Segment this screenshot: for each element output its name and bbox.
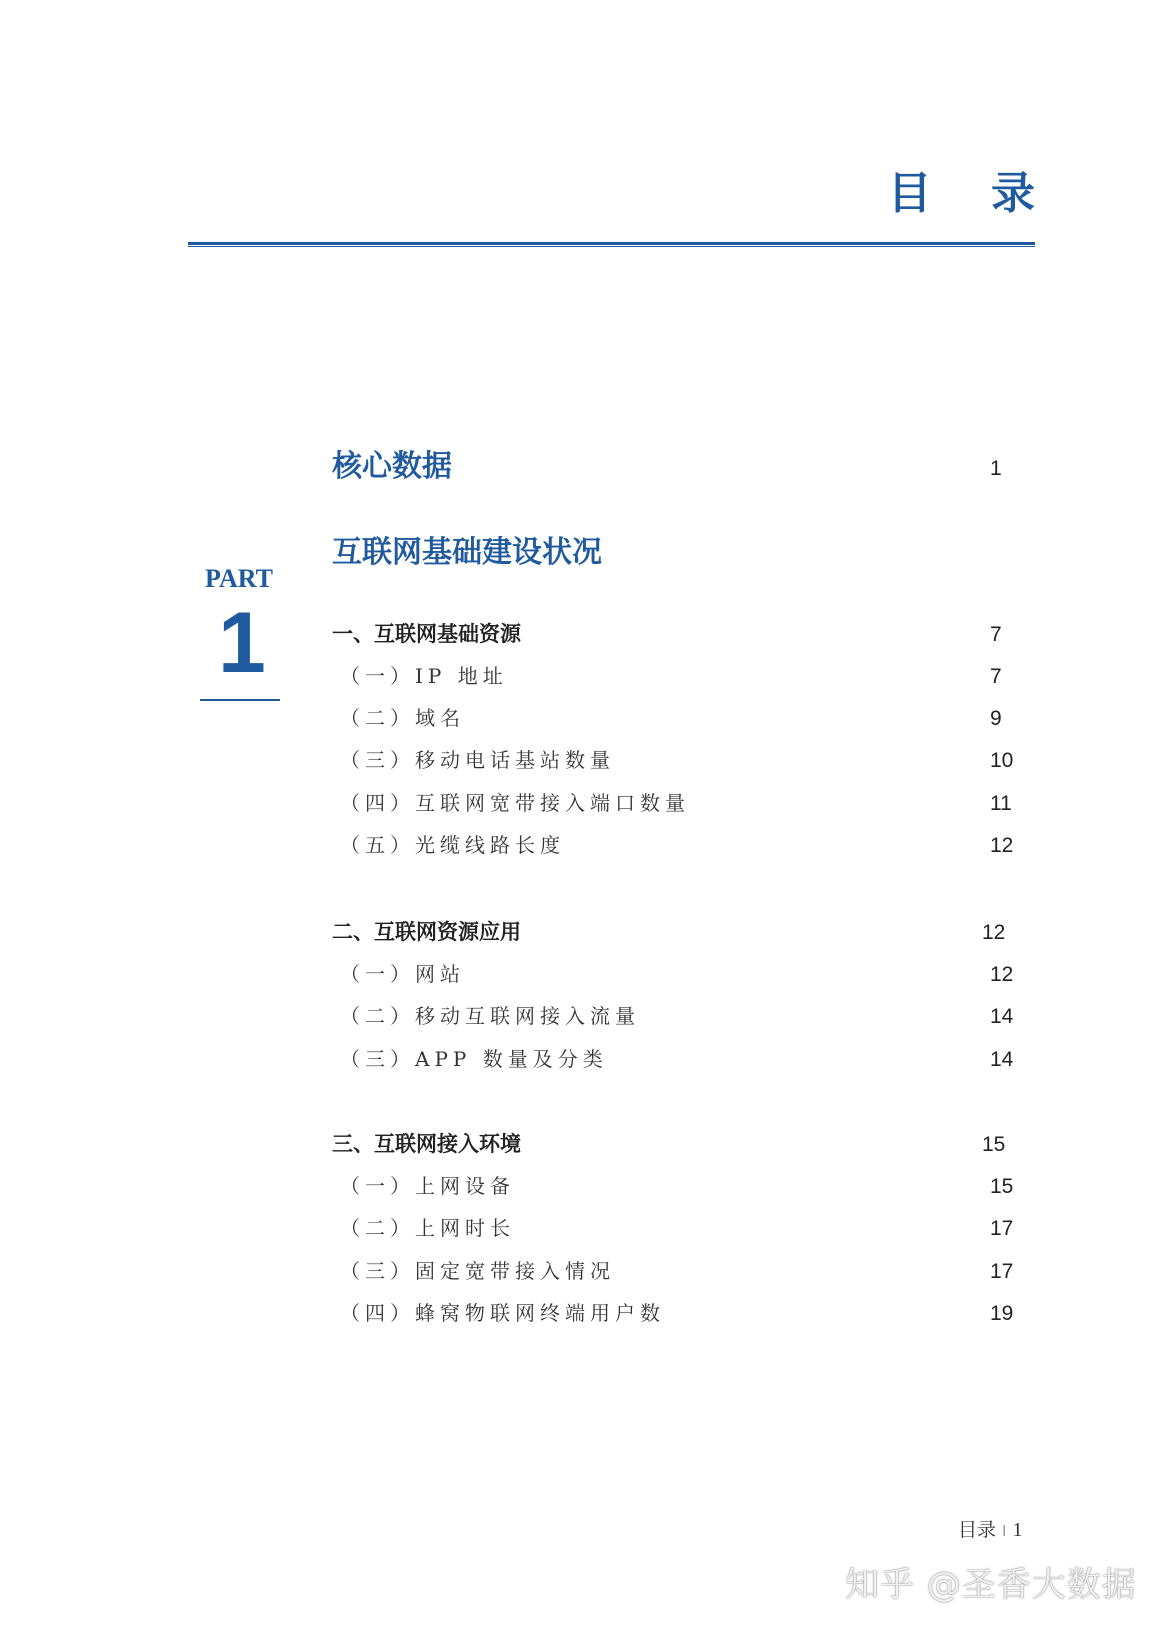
toc-section-page: 15: [982, 1133, 1006, 1156]
toc-item[interactable]: [340, 1176, 1020, 1196]
toc-item-page: 14: [990, 1048, 1014, 1071]
toc-item-label: （四）蜂窝物联网终端用户数: [340, 1301, 665, 1325]
toc-section-label: 二、互联网资源应用: [332, 920, 521, 944]
toc-item-page: 19: [990, 1302, 1014, 1325]
part-label: PART: [205, 564, 273, 593]
toc-section[interactable]: [332, 624, 1012, 645]
toc-item-label: （一）IP 地址: [340, 664, 508, 688]
toc-item[interactable]: [340, 835, 1020, 855]
toc-entry-label: 核心数据: [332, 449, 452, 484]
toc-item-label: （四）互联网宽带接入端口数量: [340, 791, 690, 815]
toc-item-label: （二）移动互联网接入流量: [340, 1004, 640, 1028]
footer-separator: I: [1002, 1522, 1007, 1540]
toc-item[interactable]: [340, 1006, 1020, 1026]
toc-item-page: 12: [990, 834, 1014, 857]
part-number: 1: [218, 595, 266, 691]
toc-item-label: （三）移动电话基站数量: [340, 748, 615, 772]
part-divider: [200, 699, 280, 701]
toc-item-label: （三）固定宽带接入情况: [340, 1259, 615, 1283]
page-footer: [958, 1520, 1022, 1540]
toc-item-label: （三）APP 数量及分类: [340, 1047, 608, 1071]
toc-item-label: （一）网站: [340, 962, 465, 986]
part-title: 互联网基础建设状况: [332, 535, 602, 570]
title-divider: [188, 242, 1035, 248]
toc-item-page: 12: [990, 963, 1014, 986]
toc-item-label: （二）上网时长: [340, 1216, 515, 1240]
toc-section-label: 一、互联网基础资源: [332, 622, 521, 646]
toc-item-page: 15: [990, 1175, 1014, 1198]
footer-page-number: 1: [1012, 1519, 1023, 1541]
toc-item[interactable]: [340, 666, 1020, 686]
toc-item-label: （一）上网设备: [340, 1174, 515, 1198]
footer-label: 目录: [958, 1519, 997, 1541]
toc-item[interactable]: [340, 1303, 1020, 1323]
toc-item-page: 14: [990, 1005, 1014, 1028]
toc-item-page: 11: [990, 792, 1012, 815]
toc-item-page: 10: [990, 749, 1014, 772]
toc-item[interactable]: [340, 1049, 1020, 1069]
toc-section[interactable]: [332, 922, 1012, 943]
toc-item[interactable]: [340, 1261, 1020, 1281]
toc-item[interactable]: [340, 964, 1020, 984]
toc-entry-core[interactable]: [332, 449, 1012, 484]
toc-item[interactable]: [340, 1218, 1020, 1238]
toc-item-page: 9: [990, 707, 1002, 730]
toc-item[interactable]: [340, 708, 1020, 728]
toc-section[interactable]: [332, 1134, 1012, 1155]
page-title: 目 录: [887, 168, 1057, 219]
toc-item[interactable]: [340, 750, 1020, 770]
toc-item-label: （二）域名: [340, 706, 465, 730]
toc-item-page: 17: [990, 1217, 1014, 1240]
toc-section-label: 三、互联网接入环境: [332, 1132, 521, 1156]
toc-item-label: （五）光缆线路长度: [340, 833, 565, 857]
toc-item-page: 7: [990, 665, 1002, 688]
toc-item-page: 17: [990, 1260, 1014, 1283]
toc-entry-page: 1: [990, 457, 1002, 480]
toc-section-page: 7: [990, 623, 1002, 646]
toc-item[interactable]: [340, 793, 1020, 813]
toc-section-page: 12: [982, 921, 1006, 944]
watermark: 知乎 @圣香大数据: [845, 1565, 1137, 1605]
